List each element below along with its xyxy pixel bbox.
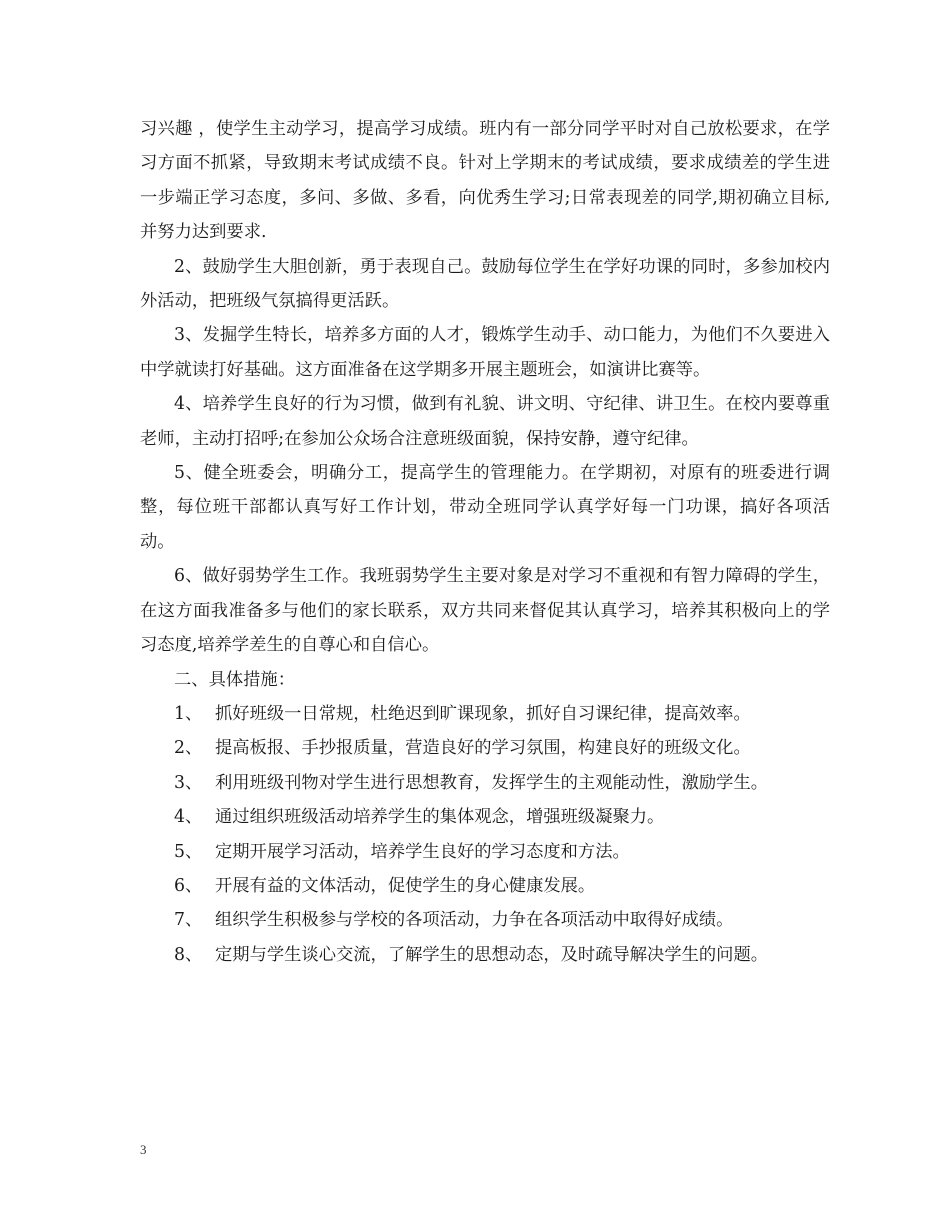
list-item [140,869,830,903]
list-item-number: 8、 [174,944,203,965]
list-item [140,938,830,972]
list-item-text: 开展有益的文体活动，促使学生的身心健康发展。 [215,875,596,896]
paragraph-item-5: 5、健全班委会，明确分工，提高学生的管理能力。在学期初，对原有的班委进行调整，每位班干部都认真写好工作计划，带动全班同学认真学好每一门功课，搞好各项活动。 [140,463,830,552]
list-item-number: 7、 [174,910,203,931]
list-item-number: 1、 [174,703,203,724]
list-item-text: 定期开展学习活动，培养学生良好的学习态度和方法。 [215,841,630,862]
paragraph-item-4: 4、培养学生良好的行为习惯，做到有礼貌、讲文明、守纪律、讲卫生。在校内要尊重老师，主动打招呼;在参加公众场合注意班级面貌，保持安静，遵守纪律。 [140,394,830,449]
paragraph-item-6: 6、做好弱势学生工作。我班弱势学生主要对象是对学习不重视和有智力障碍的学生，在这方面我准备多与他们的家长联系，双方共同来督促其认真学习，培养其积极向上的学习态度,培养学差生的自尊心和自信心。 [140,566,830,656]
list-item [140,903,830,937]
list-item-text: 抓好班级一日常规，杜绝迟到旷课现象，抓好自习课纪律，提高效率。 [215,703,751,724]
list-item-text: 定期与学生谈心交流，了解学生的思想动态，及时疏导解决学生的问题。 [215,944,769,965]
list-item-number: 5、 [174,841,203,862]
list-item [140,800,830,834]
list-item-text: 通过组织班级活动培养学生的集体观念，增强班级凝聚力。 [215,807,665,828]
document-body [140,112,830,972]
list-item-number: 4、 [174,807,203,828]
list-item-text: 利用班级刊物对学生进行思想教育，发挥学生的主观能动性，激励学生。 [215,772,769,793]
page-number: 3 [140,1142,147,1157]
paragraph-continuation: 习兴趣 ，使学生主动学习，提高学习成绩。班内有一部分同学平时对自己放松要求，在学习方面不抓紧，导致期末考试成绩不良。针对上学期末的考试成绩，要求成绩差的学生进一步端正学习态度，多问、多做、多看，向优秀生学习;日常表现差的同学,期初确立目标,并努力达到要求. [140,119,830,243]
list-item [140,731,830,765]
list-item [140,766,830,800]
paragraph-item-3: 3、发掘学生特长，培养多方面的人才，锻炼学生动手、动口能力，为他们不久要进入中学就读打好基础。这方面准备在这学期多开展主题班会，如演讲比赛等。 [140,325,830,380]
section-heading-measures: 二、具体措施： [174,669,295,690]
paragraph-item-2: 2、鼓励学生大胆创新，勇于表现自己。鼓励每位学生在学好功课的同时，多参加校内外活动，把班级气氛搞得更活跃。 [140,256,830,312]
list-item [140,835,830,869]
list-item-number: 2、 [174,738,203,759]
list-item-number: 6、 [174,875,203,896]
list-item-text: 组织学生积极参与学校的各项活动，力争在各项活动中取得好成绩。 [215,910,734,931]
list-item [140,697,830,731]
list-item-number: 3、 [174,772,203,793]
list-item-text: 提高板报、手抄报质量，营造良好的学习氛围，构建良好的班级文化。 [215,738,751,759]
